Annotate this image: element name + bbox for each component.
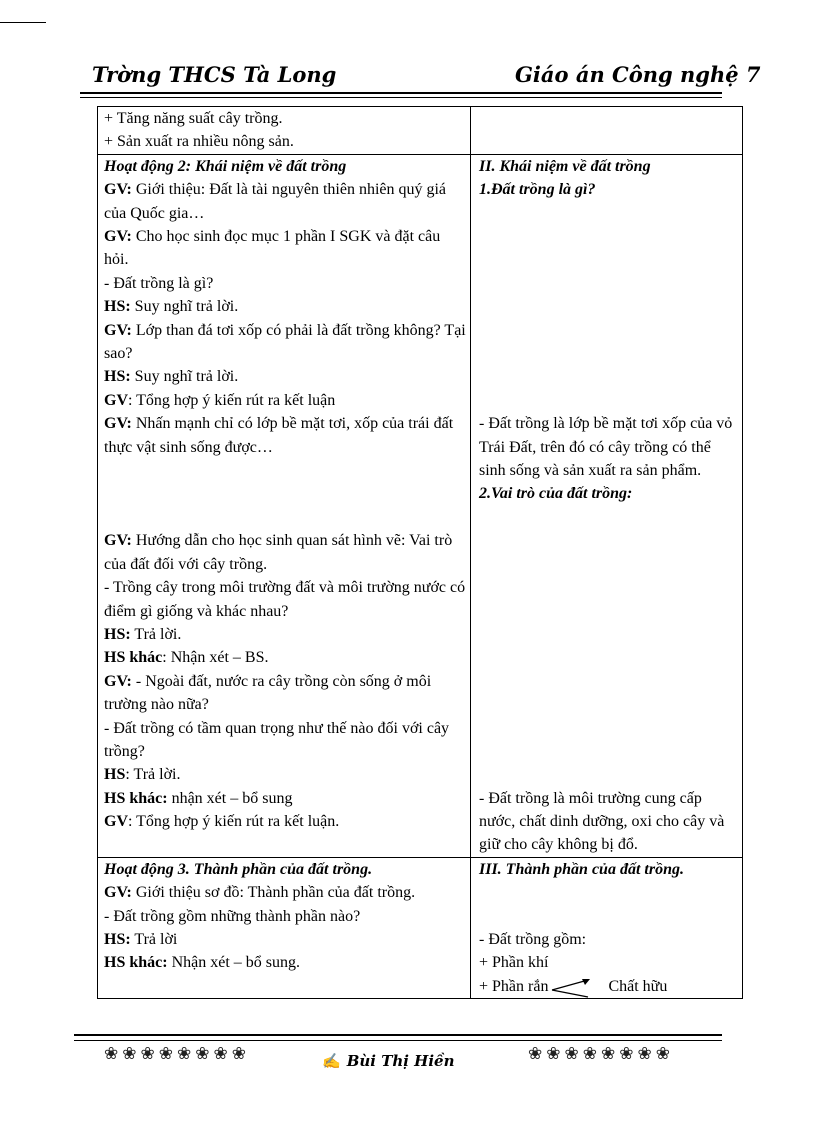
text-line	[104, 905, 466, 928]
text-content: + Phần khí	[479, 954, 549, 972]
text-line	[104, 576, 466, 623]
text-content: + Tăng năng suất cây trồng.	[104, 110, 283, 127]
lesson-table	[97, 106, 743, 999]
arrow-icon	[548, 976, 594, 998]
section-heading: II. Khái niệm về đất trồng	[479, 157, 651, 175]
speaker-label: HS khác:	[104, 789, 168, 807]
section-heading: Hoạt động 2: Khái niệm về đất trồng	[104, 157, 347, 175]
text-content: Giới thiệu: Đất là tài nguyên thiên nhiên quý giá của Quốc gia…	[104, 181, 447, 222]
spacer	[479, 881, 738, 928]
text-line	[479, 787, 738, 857]
text-line	[104, 412, 466, 459]
text-content: + Sản xuất ra nhiều nông sản.	[104, 133, 294, 151]
text-line	[104, 881, 466, 904]
text-line	[104, 225, 466, 272]
speaker-label: HS khác	[104, 649, 163, 667]
text-content: Trả lời.	[130, 625, 182, 643]
text-line	[104, 623, 466, 646]
text-content: - Đất trồng gồm những thành phần nào?	[104, 907, 361, 925]
text-content: Hướng dẫn cho học sinh quan sát hình vẽ: Vai trò của đất đối với cây trồng.	[104, 532, 453, 573]
text-line	[104, 365, 466, 388]
spacer	[479, 506, 738, 787]
text-line	[104, 389, 466, 412]
text-line	[104, 178, 466, 225]
header-rule-thin	[80, 97, 722, 98]
section-heading: 2.Vai trò của đất trồng:	[479, 485, 633, 503]
text-line	[479, 928, 738, 951]
content-cell	[471, 107, 743, 155]
text-line	[479, 975, 738, 998]
text-line	[104, 951, 466, 974]
text-line	[104, 295, 466, 318]
text-content: Lớp than đá tơi xốp có phải là đất trồng không? Tại sao?	[104, 321, 466, 363]
text-content: Nhấn mạnh chỉ có lớp bề mặt tơi, xốp của trái đất thực vật sinh sống được…	[104, 415, 454, 456]
text-content: : Nhận xét – BS.	[162, 649, 269, 667]
speaker-label: GV:	[104, 415, 132, 433]
text-content: : Tổng hợp ý kiến rút ra kết luận.	[128, 813, 340, 831]
arrow-target-text: Chất hữu	[608, 977, 668, 995]
text-line	[104, 928, 466, 951]
text-content: nhận xét – bổ sung	[167, 789, 293, 807]
speaker-label: GV:	[104, 672, 132, 690]
footer-author	[322, 1052, 455, 1070]
section-heading: III. Thành phần của đất trồng.	[479, 860, 684, 878]
text-line	[104, 787, 466, 810]
activity-cell	[98, 154, 471, 857]
text-content: Cho học sinh đọc mục 1 phần I SGK và đặt câu hỏi.	[104, 228, 441, 269]
text-line	[479, 951, 738, 974]
text-line	[104, 107, 466, 130]
activity-cell	[98, 107, 471, 155]
footer-flowers-right: ❀❀❀❀❀❀❀❀	[528, 1044, 674, 1063]
header-rule-thick	[80, 92, 722, 94]
text-line	[104, 130, 466, 153]
table-row	[98, 107, 743, 155]
author-name: Bùi Thị Hiền	[346, 1052, 455, 1070]
header-blank-line	[0, 0, 46, 23]
text-content: + Phần rắn	[479, 977, 549, 995]
text-content: - Trồng cây trong môi trường đất và môi trường nước có điểm gì giống và khác nhau?	[104, 579, 466, 620]
speaker-label: HS:	[104, 298, 131, 316]
text-content: Trả lời	[130, 931, 178, 949]
footer-flowers-left: ❀❀❀❀❀❀❀❀	[104, 1044, 250, 1063]
text-content: : Trả lời.	[125, 766, 181, 784]
table-row	[98, 154, 743, 857]
text-line	[104, 717, 466, 764]
text-line	[104, 646, 466, 669]
text-content: Giới thiệu sơ đồ: Thành phần của đất trồng.	[131, 884, 416, 902]
text-content: - Đất trồng là lớp bề mặt tơi xốp của vỏ Trái Đất, trên đó có cây trồng có thể sinh sống và sản xuất ra sản phẩm.	[479, 415, 733, 480]
text-line	[104, 810, 466, 833]
section-heading: 1.Đất trồng là gì?	[479, 181, 596, 199]
text-content: - Đất trồng có tầm quan trọng như thế nào đối với cây trồng?	[104, 719, 450, 760]
pen-icon: ✍	[322, 1052, 341, 1070]
speaker-label: GV:	[104, 321, 132, 339]
activity-cell	[98, 857, 471, 998]
section-heading: Hoạt động 3. Thành phần của đất trồng.	[104, 860, 373, 878]
speaker-label: GV	[104, 391, 128, 409]
text-content: Suy nghĩ trả lời.	[130, 368, 239, 386]
text-line	[104, 319, 466, 366]
text-line	[104, 670, 466, 717]
text-line	[104, 529, 466, 576]
speaker-label: GV:	[104, 181, 132, 199]
text-content: Suy nghĩ trả lời.	[130, 298, 239, 316]
speaker-label: HS:	[104, 625, 131, 643]
footer-rule-thin	[74, 1040, 722, 1041]
speaker-label: GV:	[104, 532, 132, 550]
speaker-label: HS	[104, 766, 126, 784]
text-content: : Tổng hợp ý kiến rút ra kết luận	[128, 391, 336, 409]
spacer	[104, 459, 466, 529]
text-line	[479, 412, 738, 482]
text-content: - Đất trồng gồm:	[479, 931, 587, 949]
text-line	[104, 763, 466, 786]
table-row	[98, 857, 743, 998]
speaker-label: GV:	[104, 884, 132, 902]
header-school: Trờng THCS Tà Long	[92, 62, 337, 87]
footer-rule-thick	[74, 1034, 722, 1036]
header-subject: Giáo án Công nghệ 7	[515, 62, 761, 87]
content-cell	[471, 857, 743, 998]
speaker-label: GV	[104, 813, 128, 831]
text-content: Nhận xét – bổ sung.	[167, 954, 301, 972]
spacer	[479, 202, 738, 413]
speaker-label: HS khác:	[104, 954, 168, 972]
content-cell	[471, 154, 743, 857]
text-content: - Ngoài đất, nước ra cây trồng còn sống ở môi trường nào nữa?	[104, 672, 432, 714]
speaker-label: GV:	[104, 228, 132, 246]
speaker-label: HS:	[104, 931, 131, 949]
speaker-label: HS:	[104, 368, 131, 386]
text-content: - Đất trồng là môi trường cung cấp nước, chất dinh dưỡng, oxi cho cây và giữ cho cây không bị đổ.	[479, 789, 725, 854]
text-line	[104, 272, 466, 295]
text-content: - Đất trồng là gì?	[104, 274, 214, 292]
